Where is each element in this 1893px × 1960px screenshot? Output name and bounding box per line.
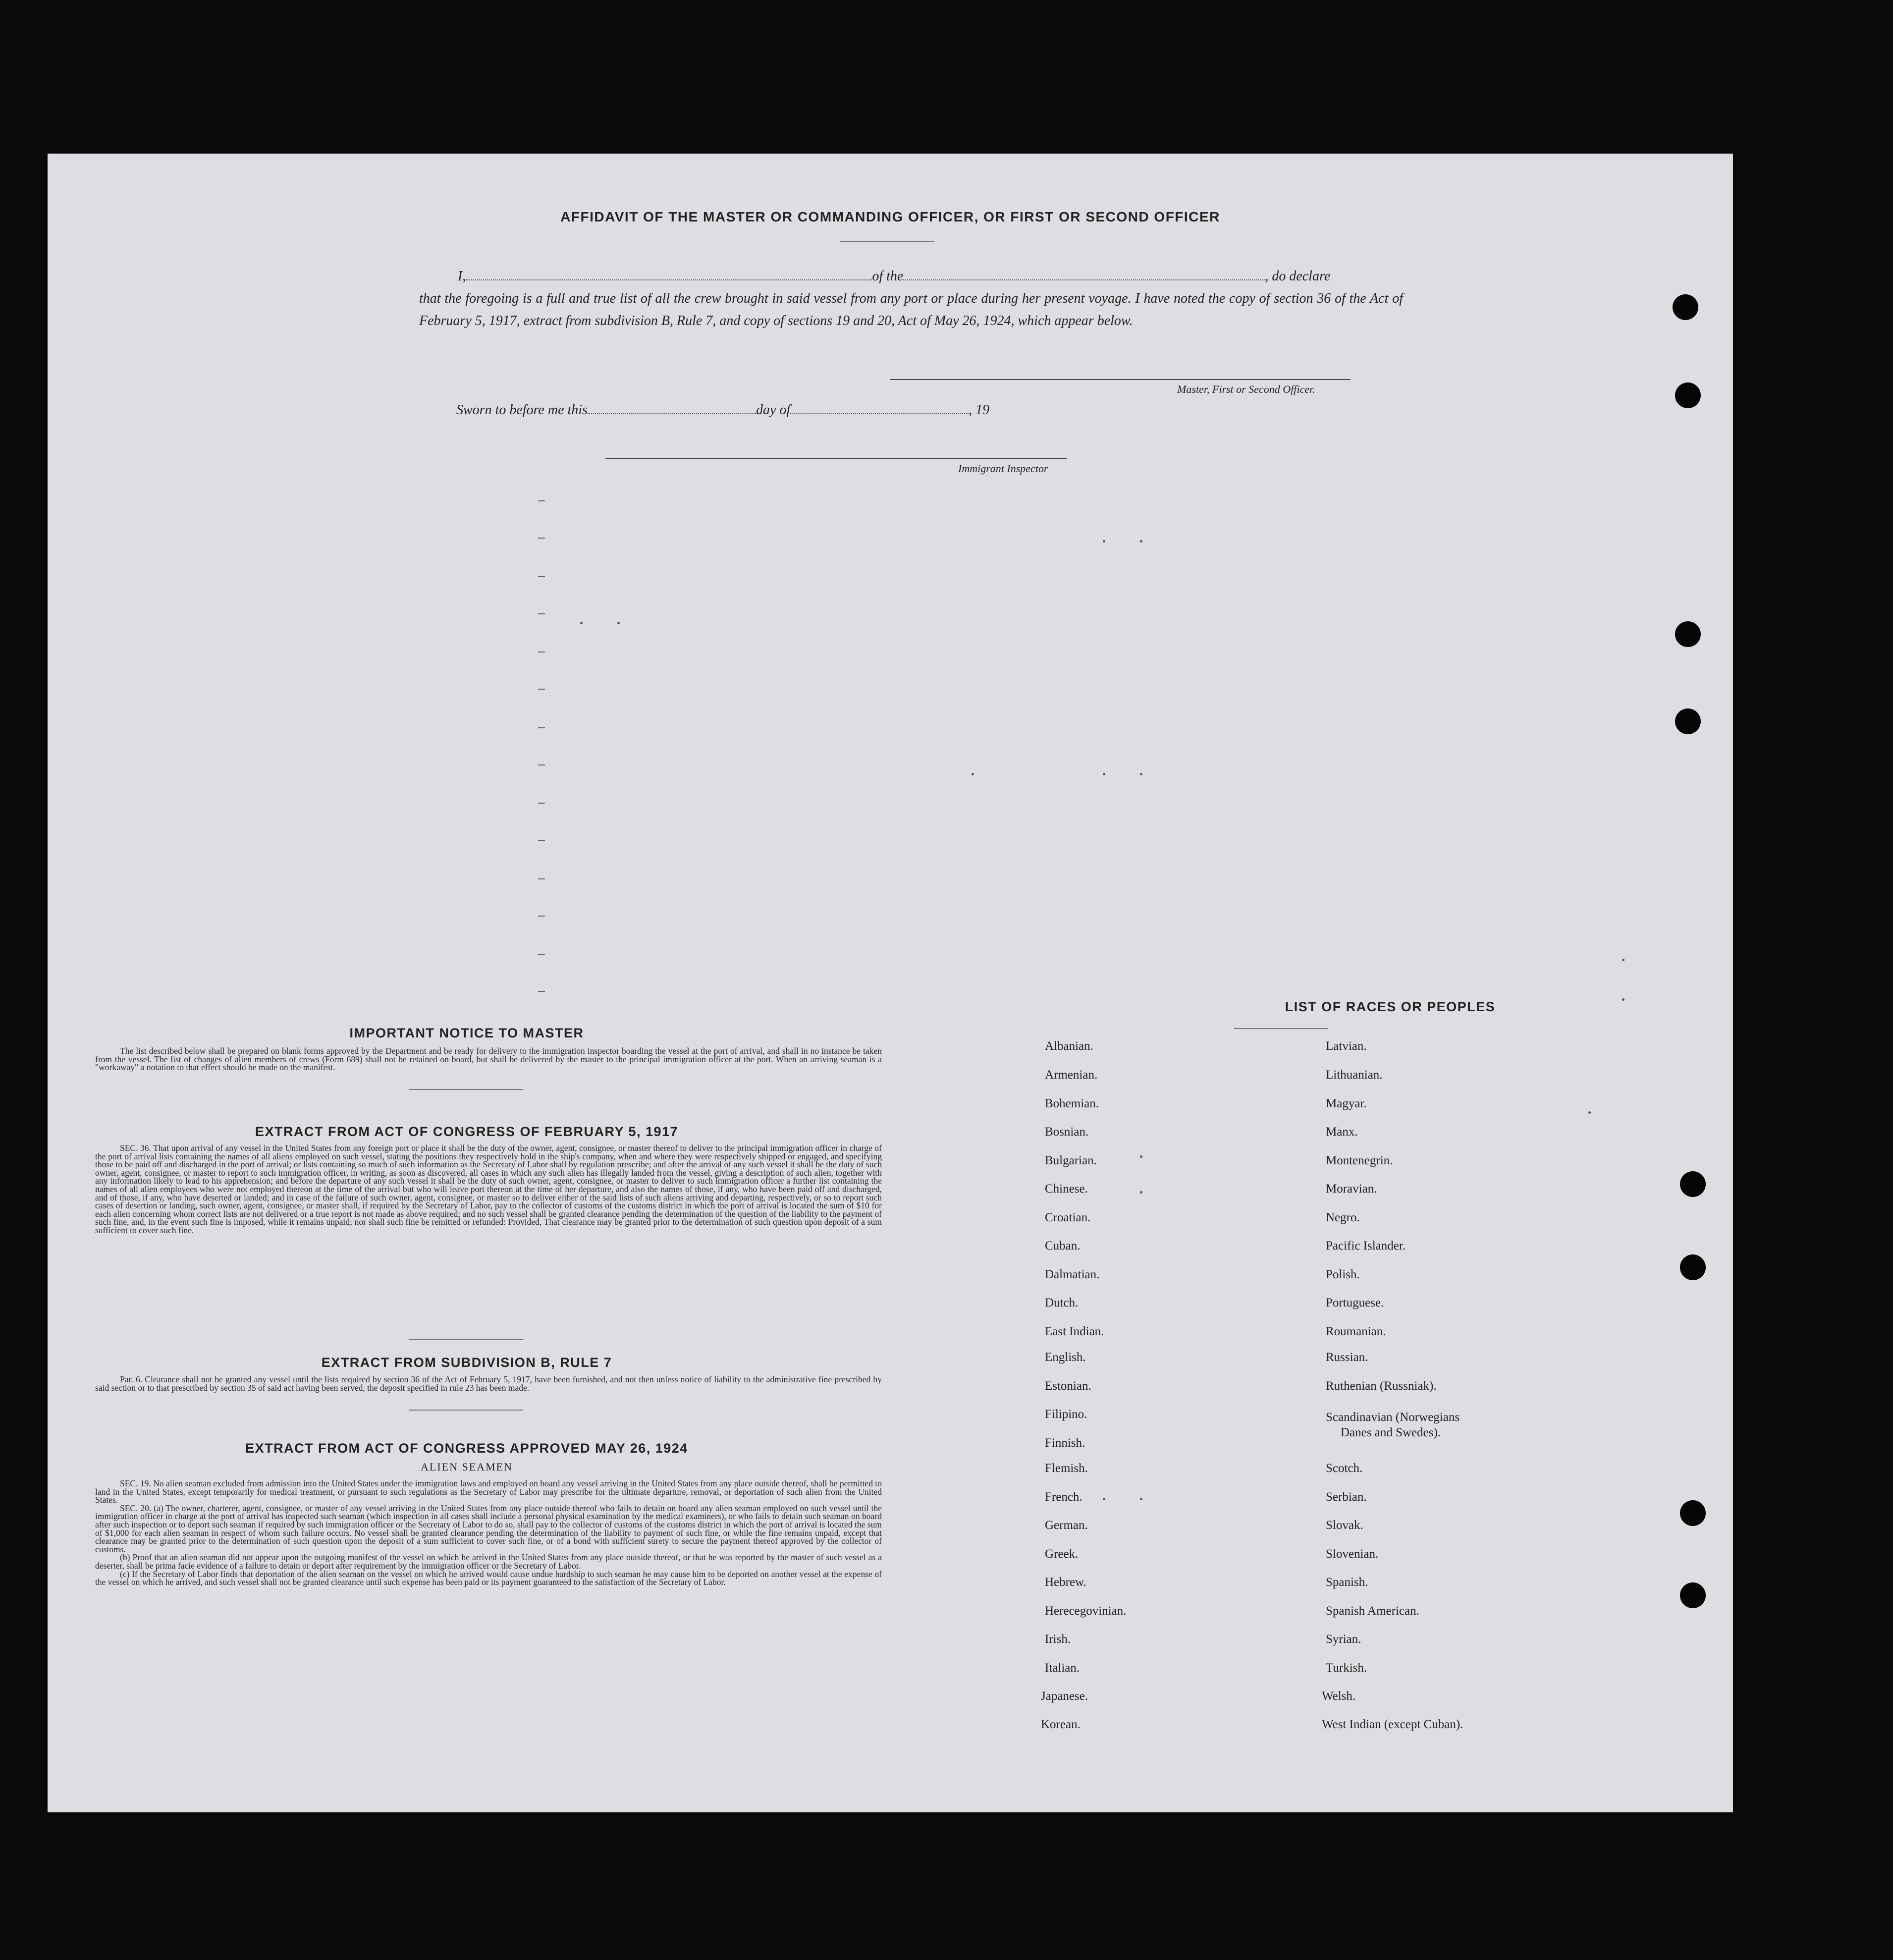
- binder-hole: [1675, 621, 1701, 647]
- sec20a-text: SEC. 20. (a) The owner, charterer, agent, consignee, or master of any vessel arriving in the United States from any place outside thereof who fails to detain on board any alien seaman employed on such vessel until the immigration officer in charge at the port of arrival has inspected such seaman (which inspection in all cases shall include a personal physical examination by the medical examiners), or who fails to detain such seaman on board after such inspection or to deport such seaman if required by such immigration officer or the Secretary of Labor to do so, shall pay to the collector of customs of the customs district in which the port of arrival is located the sum of $1,000 for each alien seaman in respect of whom such failure occurs. No vessel shall be granted clearance pending the determination of the liability to payment of such fine, or while the fine remains unpaid, except that clearance may be granted prior to the determination of such question upon the deposit of a sum sufficient to cover such fine, or of a bond with sufficient surety to secure the payment thereof approved by the collector of customs.: [95, 1503, 882, 1554]
- race-item: Moravian.: [1326, 1182, 1377, 1196]
- race-item: Irish.: [1045, 1633, 1071, 1646]
- tick-mark: [538, 727, 545, 728]
- sworn-line: [456, 402, 989, 418]
- speck: [972, 773, 974, 775]
- tick-mark: [538, 991, 545, 992]
- alien-seamen-subtitle: ALIEN SEAMEN: [421, 1461, 513, 1473]
- speck: [1140, 540, 1142, 543]
- race-item: Dalmatian.: [1045, 1268, 1100, 1281]
- divider: [409, 1410, 523, 1411]
- master-signature-line: [890, 379, 1351, 380]
- tick-mark: [538, 576, 545, 577]
- race-item: Magyar.: [1326, 1097, 1367, 1110]
- race-item: Hebrew.: [1045, 1576, 1086, 1589]
- affidavit-title: AFFIDAVIT OF THE MASTER OR COMMANDING OFFICER, OR FIRST OR SECOND OFFICER: [560, 209, 1220, 224]
- race-item: Syrian.: [1326, 1633, 1361, 1646]
- tick-mark: [538, 764, 545, 765]
- race-item: Montenegrin.: [1326, 1154, 1393, 1167]
- divider: [1234, 1028, 1328, 1029]
- race-item: Flemish.: [1045, 1462, 1088, 1475]
- race-item: Spanish American.: [1326, 1604, 1419, 1618]
- race-item: Ruthenian (Russniak).: [1326, 1379, 1437, 1393]
- binder-hole: [1675, 708, 1701, 734]
- notice-title: IMPORTANT NOTICE TO MASTER: [349, 1026, 584, 1040]
- speck: [1140, 1191, 1142, 1194]
- race-item: Manx.: [1326, 1125, 1358, 1139]
- speck: [1588, 1111, 1591, 1114]
- speck: [580, 622, 583, 624]
- tick-mark: [538, 689, 545, 690]
- tick-mark: [538, 916, 545, 917]
- race-item: German.: [1045, 1519, 1088, 1532]
- race-item: Korean.: [1041, 1718, 1081, 1731]
- affidavit-text: that the foregoing is a full and true list of all the crew brought in said vessel from any port or place during her present voyage. I have noted the copy of section 36 of the Act of February 5, 1917, extract from subdivision B, Rule 7, and copy of sections 19 and 20, Act of May 26, 1924, which appear below.: [419, 291, 1403, 328]
- race-item: Italian.: [1045, 1661, 1080, 1675]
- rule7-text: Par. 6. Clearance shall not be granted any vessel until the lists required by section 36 of the Act of February 5, 1917, have been furnished, and not then unless notice of liability to the administrative fine prescribed by said section or to that prescribed by section 35 of said act having been served, the deposit specified in rule 23 has been made.: [95, 1375, 882, 1393]
- race-item: Finnish.: [1045, 1436, 1085, 1450]
- sworn-label: Sworn to before me this: [456, 402, 588, 418]
- master-signature-label: Master, First or Second Officer.: [1177, 383, 1315, 395]
- year-label: , 19: [969, 402, 990, 418]
- race-item: Portuguese.: [1326, 1296, 1384, 1309]
- race-item: Filipino.: [1045, 1408, 1087, 1421]
- speck: [1622, 998, 1624, 1001]
- race-item: Armenian.: [1045, 1068, 1098, 1082]
- race-item: Pacific Islander.: [1326, 1239, 1406, 1252]
- tick-mark: [538, 803, 545, 804]
- race-item: Scotch.: [1326, 1462, 1363, 1475]
- binder-hole: [1675, 382, 1701, 408]
- tick-mark: [538, 613, 545, 614]
- divider: [409, 1339, 523, 1340]
- inspector-signature-line: [605, 458, 1067, 459]
- name-blank: [466, 268, 872, 280]
- extract-1924-title: EXTRACT FROM ACT OF CONGRESS APPROVED MAY 26, 1924: [245, 1441, 688, 1456]
- document-page: [48, 154, 1733, 1812]
- race-item: Turkish.: [1326, 1661, 1367, 1675]
- race-item: Latvian.: [1326, 1039, 1367, 1053]
- binder-hole: [1673, 294, 1698, 320]
- day-of-label: day of: [756, 402, 791, 418]
- race-item: Lithuanian.: [1326, 1068, 1383, 1082]
- extract-1924-text: [95, 1479, 882, 1646]
- affidavit-i-label: I,: [458, 269, 466, 284]
- race-item: Slovenian.: [1326, 1547, 1379, 1561]
- notice-text: The list described below shall be prepared on blank forms approved by the Department and be ready for delivery to the immigration inspector boarding the vessel at the port of arrival, and shall in no instance be taken from the vessel. The list of changes of alien members of crews (Form 689) shall not be retained on board, but shall be delivered by the master to the principal immigration officer at the port. When an arriving seaman is a "workaway" a notation to that effect should be made on the manifest.: [95, 1047, 882, 1073]
- extract-1917-text: SEC. 36. That upon arrival of any vessel in the United States from any foreign port or place it shall be the duty of the owner, agent, consignee, or master thereof to deliver to the principal immigration officer in charge of the port of arrival lists containing the names of all aliens employed on such vessel, stating the positions they respectively hold in the ship's company, when and where they were respectively shipped or engaged, and specifying those to be paid off and discharged in the port of arrival; or lists containing so much of such information as the Secretary of Labor shall by regulation prescribe; and after the arrival of any such vessel it shall be the duty of such owner, agent, consignee, or master to report to such immigration officer, in writing, as soon as discovered, all cases in which any such alien has illegally landed from the vessel, giving a description of such alien, together with any information likely to lead to his apprehension; and before the departure of any such vessel it shall be the duty of such owner, agent, consignee, or master to deliver to such immigration officer a further list containing the names of all alien employees who were not employed thereon at the time of the arrival but who will leave port thereon at the time of her departure, and also the names of those, if any, who have been paid off and discharged, and of those, if any, who have deserted or landed; and in case of the failure of such owner, agent, consignee, or master so to deliver either of the said lists of such aliens arriving and departing, respectively, or so to report such cases of desertion or landing, such owner, agent, consignee, or master shall, if required by the Secretary of Labor, pay to the collector of customs of the customs district in which the port of arrival is located the sum of $10 for each alien concerning whom correct lists are not delivered or a true report is not made as above required; and no such vessel shall be granted clearance pending the determination of the question of the liability to the payment of such fine, and, in the event such fine is imposed, while it remains unpaid; nor shall such fine be remitted or refunded: Provided, That clearance may be granted prior to the determination of such question upon deposit of a sum sufficient to cover such fine.: [95, 1144, 882, 1235]
- binder-hole: [1680, 1582, 1706, 1608]
- affidavit-of-the-label: of the: [872, 269, 904, 284]
- speck: [1140, 1155, 1142, 1158]
- race-item: Slovak.: [1326, 1519, 1363, 1532]
- race-item: Croatian.: [1045, 1211, 1091, 1224]
- race-item: Scandinavian (Norwegians: [1326, 1411, 1460, 1424]
- race-item: Greek.: [1045, 1547, 1079, 1561]
- race-item: Dutch.: [1045, 1296, 1079, 1309]
- speck: [1103, 1498, 1105, 1500]
- race-item: Welsh.: [1322, 1689, 1356, 1703]
- race-item: French.: [1045, 1490, 1082, 1504]
- speck: [1622, 959, 1624, 961]
- tick-mark: [538, 652, 545, 653]
- extract-1917-title: EXTRACT FROM ACT OF CONGRESS OF FEBRUARY 5, 1917: [255, 1124, 679, 1139]
- races-title: LIST OF RACES OR PEOPLES: [1285, 999, 1496, 1014]
- tick-mark: [538, 954, 545, 955]
- race-item: Estonian.: [1045, 1379, 1091, 1393]
- race-item: Russian.: [1326, 1351, 1368, 1364]
- sec20b-text: (b) Proof that an alien seaman did not appear upon the outgoing manifest of the vessel on which he arrived in the United States from any place outside thereof, or that he was reported by the master of such vessel as a deserter, shall be prima facie evidence of a failure to detain or deport after requirement by the immigration officer or the Secretary of Labor.: [95, 1552, 882, 1571]
- speck: [1140, 773, 1142, 775]
- race-item: English.: [1045, 1351, 1086, 1364]
- inspector-signature-label: Immigrant Inspector: [958, 462, 1048, 475]
- speck: [1103, 773, 1105, 775]
- race-item: East Indian.: [1045, 1325, 1104, 1338]
- binder-hole: [1680, 1500, 1706, 1526]
- race-item: Serbian.: [1326, 1490, 1367, 1504]
- sec20c-text: (c) If the Secretary of Labor finds that deportation of the alien seaman on the vessel on which he arrived would cause undue hardship to such seaman he may cause him to be deported on another vessel at the expense of the vessel on which he arrived, and such vessel shall not be granted clearance until such expense has been paid or its payment guaranteed to the satisfaction of the Secretary of Labor.: [95, 1569, 882, 1587]
- race-item: Bohemian.: [1045, 1097, 1099, 1110]
- race-item: Roumanian.: [1326, 1325, 1386, 1338]
- speck: [617, 622, 620, 624]
- race-item: Negro.: [1326, 1211, 1360, 1224]
- speck: [1103, 540, 1105, 543]
- affidavit-body: [419, 265, 1403, 332]
- race-item: Japanese.: [1041, 1689, 1088, 1703]
- race-item: Bulgarian.: [1045, 1154, 1097, 1167]
- race-item: Danes and Swedes).: [1341, 1426, 1441, 1439]
- race-item: Cuban.: [1045, 1239, 1081, 1252]
- divider: [409, 1089, 523, 1090]
- tick-mark: [538, 538, 545, 539]
- rule7-title: EXTRACT FROM SUBDIVISION B, RULE 7: [321, 1355, 612, 1370]
- race-item: Chinese.: [1045, 1182, 1088, 1196]
- divider: [840, 241, 934, 242]
- speck: [1140, 1498, 1142, 1500]
- race-item: Bosnian.: [1045, 1125, 1089, 1139]
- sec19-text: SEC. 19. No alien seaman excluded from admission into the United States under the immigration laws and employed on board any vessel arriving in the United States from any place outside thereof, shall be permitted to land in the United States, except temporarily for medical treatment, or pursuant to such regulations as the Secretary of Labor may prescribe for the ultimate departure, removal, or deportation of such alien from the United States.: [95, 1479, 882, 1505]
- binder-hole: [1680, 1254, 1706, 1280]
- race-item: Herecegovinian.: [1045, 1604, 1127, 1618]
- tick-mark: [538, 500, 545, 501]
- sworn-month-blank: [790, 402, 969, 414]
- tick-mark: [538, 840, 545, 841]
- vessel-blank: [903, 268, 1265, 280]
- race-item: Albanian.: [1045, 1039, 1093, 1053]
- race-item: Spanish.: [1326, 1576, 1368, 1589]
- sworn-day-blank: [588, 402, 756, 414]
- binder-hole: [1680, 1171, 1706, 1197]
- race-item: Polish.: [1326, 1268, 1360, 1281]
- tick-mark: [538, 878, 545, 879]
- affidavit-declare-label: , do declare: [1265, 269, 1331, 284]
- race-item: West Indian (except Cuban).: [1322, 1718, 1463, 1731]
